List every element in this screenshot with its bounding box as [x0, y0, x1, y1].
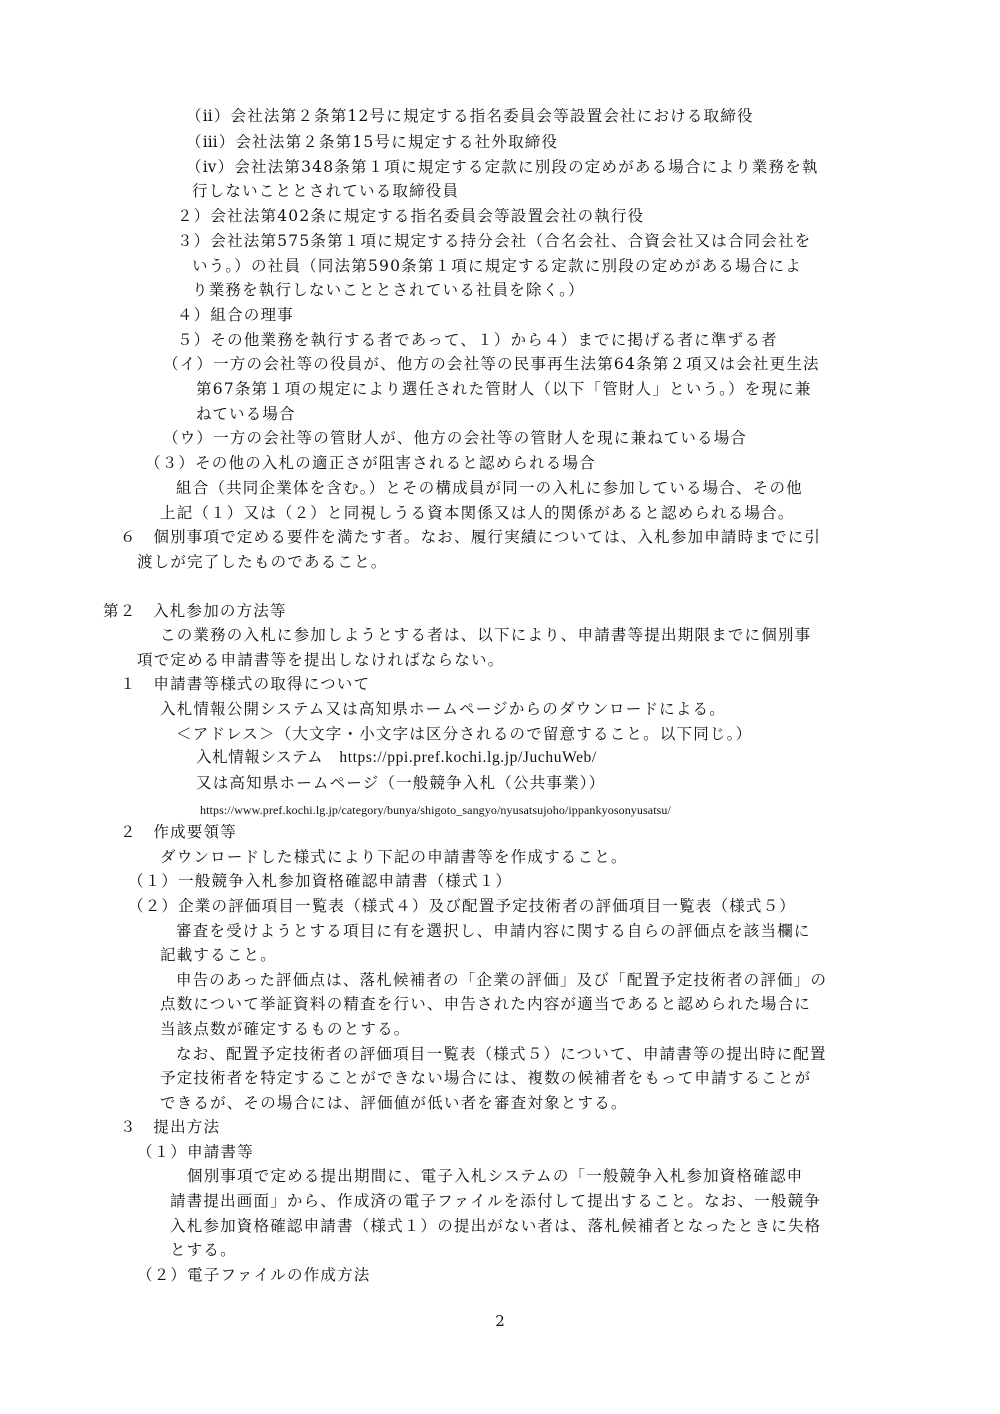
text-line: （１）一般競争入札参加資格確認申請書（様式１） [128, 872, 513, 890]
text-line: ５）その他業務を執行する者であって、１）から４）までに掲げる者に準ずる者 [177, 331, 778, 349]
text-line: （ⅳ）会社法第348条第１項に規定する定款に別段の定めがある場合により業務を執 [186, 158, 819, 176]
text-line: とする。 [170, 1241, 237, 1259]
text-line: 申告のあった評価点は、落札候補者の「企業の評価」及び「配置予定技術者の評価」の [176, 971, 828, 989]
text-line: 点数について挙証資料の精査を行い、申告された内容が適当であると認められた場合に [160, 995, 811, 1013]
text-line: なお、配置予定技術者の評価項目一覧表（様式５）について、申請書等の提出時に配置 [176, 1045, 827, 1063]
text-line: ２）会社法第402条に規定する指名委員会等設置会社の執行役 [177, 207, 645, 225]
text-line: 入札参加資格確認申請書（様式１）の提出がない者は、落札候補者となったときに失格 [170, 1217, 822, 1235]
text-line: （２）電子ファイルの作成方法 [137, 1266, 371, 1284]
text-line: 審査を受けようとする項目に有を選択し、申請内容に関する自らの評価点を該当欄に [176, 922, 811, 940]
text-line: いう。）の社員（同法第590条第１項に規定する定款に別段の定めがある場合によ [192, 257, 802, 275]
url-line: https://www.pref.kochi.lg.jp/category/bunya/shigoto_sangyo/nyusatsujoho/ippankyosonyusatsu/ [200, 803, 671, 817]
subsection-heading: ２ 作成要領等 [120, 823, 237, 841]
text-line: ＜アドレス＞（大文字・小文字は区分されるので留意すること。以下同じ。） [176, 725, 753, 743]
text-line: 上記（１）又は（２）と同視しうる資本関係又は人的関係があると認められる場合。 [160, 504, 795, 522]
text-line: 行しないこととされている取締役員 [192, 182, 460, 200]
text-line: 渡しが完了したものであること。 [137, 553, 388, 571]
subsection-heading: １ 申請書等様式の取得について [120, 675, 371, 693]
url-line: 入札情報システム https://ppi.pref.kochi.lg.jp/JuchuWeb/ [196, 749, 597, 766]
text-line: （ⅲ）会社法第２条第15号に規定する社外取締役 [186, 133, 559, 151]
section-heading: 第２ 入札参加の方法等 [103, 602, 287, 620]
text-line: 当該点数が確定するものとする。 [160, 1020, 411, 1038]
text-line: 記載すること。 [160, 946, 277, 964]
text-line: この業務の入札に参加しようとする者は、以下により、申請書等提出期限までに個別事 [160, 626, 812, 644]
subsection-heading: ３ 提出方法 [120, 1118, 221, 1136]
text-line: （２）企業の評価項目一覧表（様式４）及び配置予定技術者の評価項目一覧表（様式５） [128, 897, 797, 915]
text-line: （３）その他の入札の適正さが阻害されると認められる場合 [145, 454, 596, 472]
text-line: 項で定める申請書等を提出しなければならない。 [137, 651, 505, 669]
text-line: 入札情報公開システム又は高知県ホームページからのダウンロードによる。 [160, 700, 726, 718]
text-line: ねている場合 [196, 405, 296, 423]
text-line: （ⅱ）会社法第２条第12号に規定する指名委員会等設置会社における取締役 [186, 107, 754, 125]
text-line: （ウ）一方の会社等の管財人が、他方の会社等の管財人を現に兼ねている場合 [163, 429, 748, 447]
text-line: 又は高知県ホームページ（一般競争入札（公共事業）） [196, 774, 606, 792]
text-line: できるが、その場合には、評価値が低い者を審査対象とする。 [160, 1094, 628, 1112]
page-number: 2 [495, 1312, 505, 1330]
text-line: ４）組合の理事 [177, 306, 294, 324]
text-line: ３）会社法第575条第１項に規定する持分会社（合名会社、合資会社又は合同会社を [177, 232, 812, 250]
text-line: ６ 個別事項で定める要件を満たす者。なお、履行実績については、入札参加申請時までに引 [120, 528, 822, 546]
text-line: 組合（共同企業体を含む。）とその構成員が同一の入札に参加している場合、その他 [176, 479, 803, 497]
text-line: （イ）一方の会社等の役員が、他方の会社等の民事再生法第64条第２項又は会社更生法 [163, 355, 820, 373]
text-line: 個別事項で定める提出期間に、電子入札システムの「一般競争入札参加資格確認申 [187, 1167, 804, 1185]
text-line: 予定技術者を特定することができない場合には、複数の候補者をもって申請することが [160, 1069, 812, 1087]
text-line: ダウンロードした様式により下記の申請書等を作成すること。 [160, 848, 628, 866]
text-line: 第67条第１項の規定により選任された管財人（以下「管財人」という。）を現に兼 [196, 380, 812, 398]
text-line: （１）申請書等 [137, 1143, 254, 1161]
text-line: り業務を執行しないこととされている社員を除く。） [192, 281, 585, 299]
text-line: 請書提出画面」から、作成済の電子ファイルを添付して提出すること。なお、一般競争 [170, 1192, 821, 1210]
